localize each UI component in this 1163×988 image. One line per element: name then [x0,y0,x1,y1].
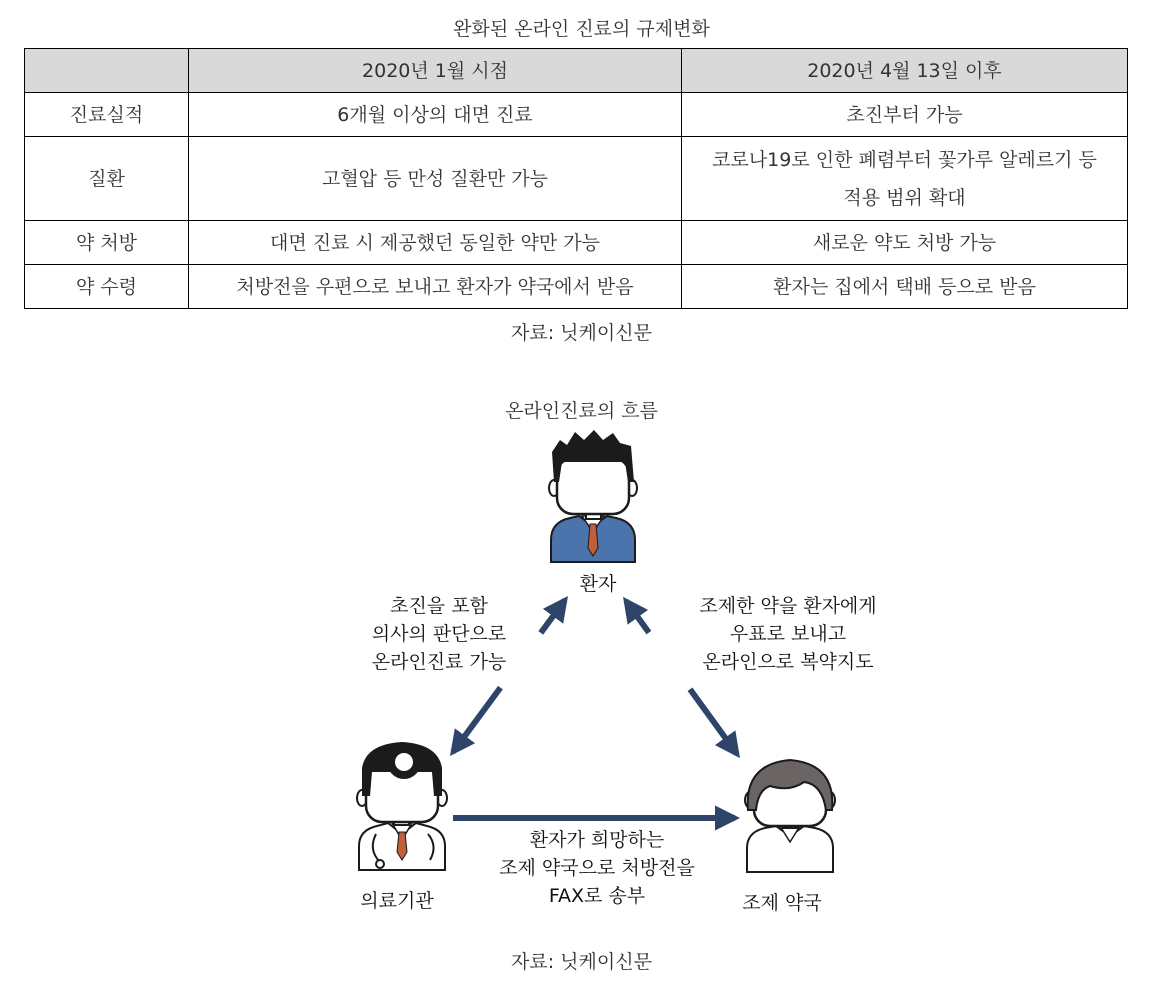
patient-figure [549,430,637,562]
edge-label-line: 우표로 보내고 [729,623,847,645]
cell-before: 6개월 이상의 대면 진료 [189,93,682,137]
header-cell: 2020년 1월 시점 [189,49,682,93]
row-label: 진료실적 [25,93,189,137]
table-title: 완화된 온라인 진료의 규제변화 [453,18,710,40]
row-label: 약 수령 [25,265,189,309]
cell-after-line: 코로나19로 인한 폐렴부터 꽃가루 알레르기 등 [712,148,1097,171]
diagram-title: 온라인진료의 흐름 [505,400,658,422]
edge-label-line: 조제한 약을 환자에게 [699,595,877,617]
edge-label-line: 온라인으로 복약지도 [702,651,874,673]
edge-label-line: 조제 약국으로 처방전을 [499,857,695,879]
edge-label-line: 의사의 판단으로 [371,623,507,645]
diagram-source: 자료: 닛케이신문 [511,951,652,973]
node-hospital-label: 의료기관 [360,890,434,912]
cell-before: 대면 진료 시 제공했던 동일한 약만 가능 [189,221,682,265]
edge-label-line: FAX로 송부 [548,885,646,907]
header-cell: 2020년 4월 13일 이후 [682,49,1128,93]
cell-after-line: 적용 범위 확대 [843,186,966,209]
edge-label-hospital-pharmacy [499,826,695,910]
edge-label-pharmacy-patient [699,592,876,676]
node-patient-label: 환자 [579,573,617,595]
pharmacist-figure [745,760,835,872]
cell-after-line: 환자는 집에서 택배 등으로 받음 [773,275,1036,298]
table-source: 자료: 닛케이신문 [511,322,652,344]
row-label: 질환 [25,137,189,221]
cell-before: 고혈압 등 만성 질환만 가능 [189,137,682,221]
node-pharmacy-label: 조제 약국 [742,892,822,914]
cell-after-line: 새로운 약도 처방 가능 [812,231,997,254]
edge-label-line: 초진을 포함 [390,595,488,617]
doctor-figure [357,742,447,870]
edge-label-hospital-patient [372,592,507,676]
edge-label-line: 환자가 희망하는 [529,829,665,851]
row-label: 약 처방 [25,221,189,265]
edge-label-line: 온라인진료 가능 [371,651,507,673]
cell-before: 처방전을 우편으로 보내고 환자가 약국에서 받음 [189,265,682,309]
cell-after-line: 초진부터 가능 [846,103,963,126]
